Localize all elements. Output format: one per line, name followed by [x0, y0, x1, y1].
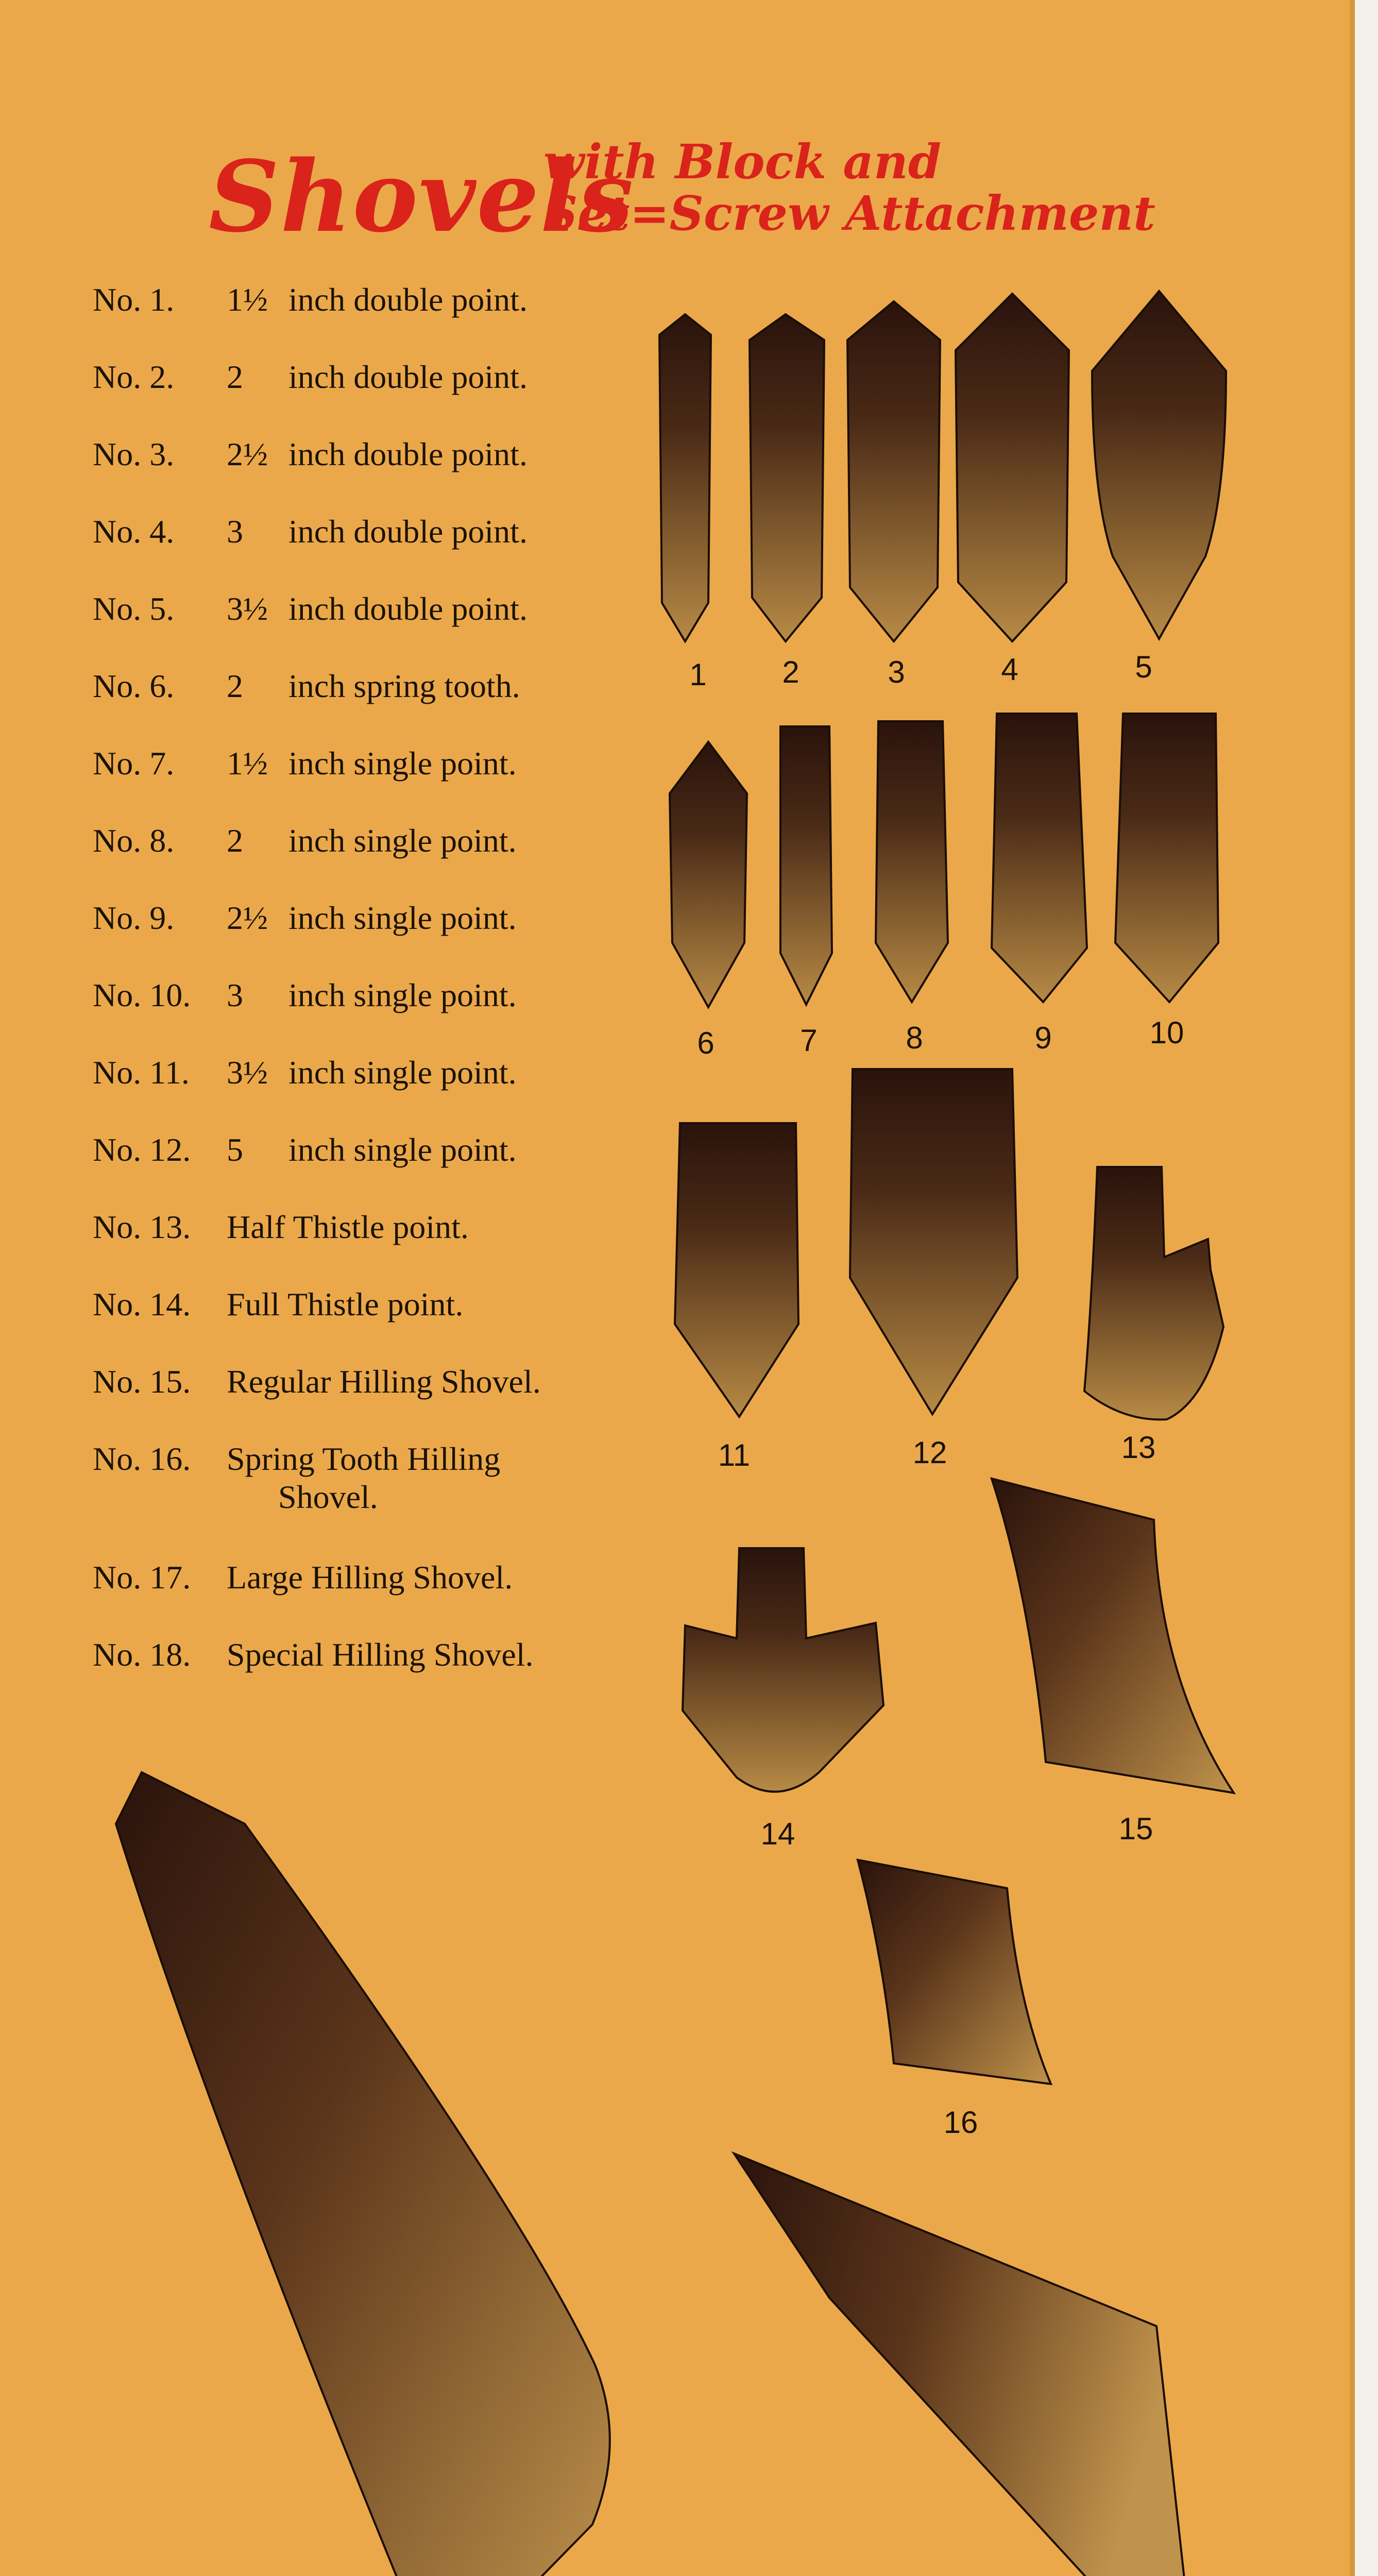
figure-label-8: 8: [906, 1021, 923, 1055]
list-item: No. 2. 2 inch double point.: [93, 359, 528, 395]
figure-label-16: 16: [943, 2105, 978, 2140]
list-item: No. 3. 2½ inch double point.: [93, 436, 528, 472]
list-item: No. 7. 1½ inch single point.: [93, 745, 517, 782]
figure-label-3: 3: [888, 655, 905, 689]
shovel-figure-11: [675, 1123, 798, 1417]
shovel-figure-17: [734, 2154, 1190, 2576]
figure-label-7: 7: [800, 1023, 818, 1058]
list-item: No. 11. 3½ inch single point.: [93, 1054, 517, 1091]
list-item: No. 18. Special Hilling Shovel.: [93, 1636, 534, 1673]
list-item: No. 5. 3½ inch double point.: [93, 590, 528, 627]
list-item: No. 13. Half Thistle point.: [93, 1209, 469, 1245]
shovel-figure-6: [670, 742, 747, 1007]
shovel-figure-4: [956, 294, 1069, 641]
title-main: Shovels: [209, 139, 635, 254]
title-subtitle-line2: Set=Screw Attachment: [543, 185, 1155, 241]
shovel-figure-2: [750, 314, 824, 641]
list-item: No. 10. 3 inch single point.: [93, 977, 517, 1013]
figure-label-6: 6: [697, 1026, 714, 1060]
figure-label-11: 11: [718, 1438, 751, 1472]
list-item: No. 15. Regular Hilling Shovel.: [93, 1363, 541, 1400]
figure-label-10: 10: [1149, 1015, 1184, 1050]
shovel-figure-15: [992, 1479, 1234, 1793]
figure-label-5: 5: [1135, 650, 1152, 684]
figure-label-13: 13: [1121, 1430, 1156, 1465]
shovel-figure-14: [683, 1548, 883, 1792]
figure-label-2: 2: [782, 655, 799, 689]
figure-label-15: 15: [1118, 1811, 1153, 1846]
shovel-figure-7: [780, 726, 832, 1005]
list-item: No. 6. 2 inch spring tooth.: [93, 668, 520, 704]
list-item: No. 4. 3 inch double point.: [93, 513, 528, 550]
list-item: No. 17. Large Hilling Shovel.: [93, 1559, 513, 1596]
shovel-figure-18: [116, 1772, 610, 2576]
shovel-figure-9: [992, 714, 1087, 1002]
title-subtitle-line1: with Block and: [543, 134, 942, 190]
shovel-figure-10: [1115, 714, 1218, 1002]
shovel-figure-16: [858, 1860, 1051, 2084]
figure-label-14: 14: [760, 1817, 795, 1851]
figure-label-4: 4: [1001, 652, 1018, 687]
figure-label-9: 9: [1034, 1021, 1052, 1055]
figure-label-12: 12: [912, 1435, 947, 1470]
shovel-figure-5: [1092, 291, 1226, 639]
list-item: No. 12. 5 inch single point.: [93, 1131, 517, 1168]
list-item: No. 16. Spring Tooth Hilling Shovel.: [93, 1440, 501, 1515]
shovel-figure-13: [1084, 1167, 1223, 1419]
figure-label-1: 1: [689, 657, 707, 692]
shovel-figure-3: [847, 301, 940, 641]
list-item: No. 1. 1½ inch double point.: [93, 281, 528, 318]
list-item: No. 8. 2 inch single point.: [93, 822, 517, 859]
shovel-figure-1: [659, 314, 711, 641]
shovel-figure-8: [876, 721, 948, 1002]
list-item: No. 14. Full Thistle point.: [93, 1286, 464, 1323]
shovel-figure-12: [850, 1069, 1017, 1414]
list-item: No. 9. 2½ inch single point.: [93, 900, 517, 936]
